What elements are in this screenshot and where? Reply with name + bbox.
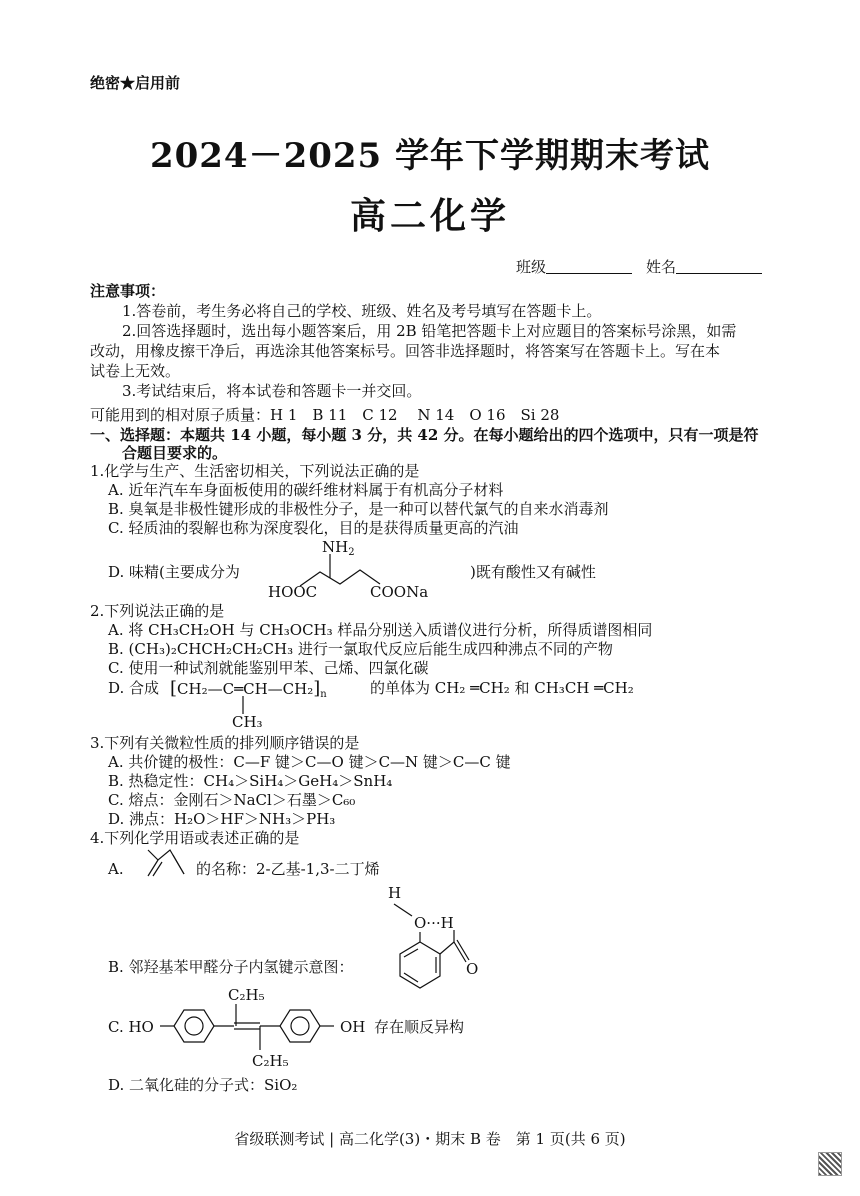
qr-code-icon bbox=[818, 1152, 842, 1176]
q3-option-a: A. 共价键的极性：C—F 键＞C—O 键＞C—N 键＞C—C 键 bbox=[108, 753, 511, 771]
q2-option-d-pre: D. 合成 bbox=[108, 679, 160, 697]
section-1-line2: 合题目要求的。 bbox=[122, 444, 228, 462]
q1-option-a: A. 近年汽车车身面板使用的碳纤维材料属于有机高分子材料 bbox=[108, 481, 504, 499]
q4-c-ethyl-bottom: C₂H₅ bbox=[252, 1052, 289, 1070]
q1-option-d-post: )既有酸性又有碱性 bbox=[470, 563, 596, 581]
q4-option-a-post: 的名称：2-乙基-1,3-二丁烯 bbox=[196, 860, 380, 878]
q3-stem: 3.下列有关微粒性质的排列顺序错误的是 bbox=[90, 734, 360, 752]
q1-option-c: C. 轻质油的裂解也称为深度裂化，目的是获得质量更高的汽油 bbox=[108, 519, 519, 537]
section-1-line1: 一、选择题：本题共 14 小题，每小题 3 分，共 42 分。在每小题给出的四个选项中，只有一项是符 bbox=[90, 426, 759, 444]
note-2b: 改动，用橡皮擦干净后，再选涂其他答案标号。回答非选择题时，将答案写在答题卡上。写在本 bbox=[90, 342, 721, 360]
q2-option-c: C. 使用一种试剂就能鉴别甲苯、己烯、四氯化碳 bbox=[108, 659, 429, 677]
q1-coona: COONa bbox=[370, 583, 429, 601]
atomic-mass: 可能用到的相对原子质量：H 1 B 11 C 12 N 14 O 16 Si 28 bbox=[90, 406, 560, 424]
q1-option-d-pre: D. 味精(主要成分为 bbox=[108, 563, 240, 581]
q4-b-oh: O···H bbox=[414, 914, 454, 932]
q2-option-d-post: 的单体为 CH₂ ═CH₂ 和 CH₃CH ═CH₂ bbox=[370, 679, 634, 697]
note-2c: 试卷上无效。 bbox=[90, 362, 181, 380]
q1-stem: 1.化学与生产、生活密切相关，下列说法正确的是 bbox=[90, 462, 420, 480]
q1-option-b: B. 臭氧是非极性键形成的非极性分子，是一种可以替代氯气的自来水消毒剂 bbox=[108, 500, 609, 518]
exam-title: 2024－2025 学年下学期期末考试 bbox=[149, 136, 711, 176]
q3-option-b: B. 热稳定性：CH₄＞SiH₄＞GeH₄＞SnH₄ bbox=[108, 772, 393, 790]
q4-a-skeletal-structure bbox=[140, 846, 190, 878]
q4-option-d: D. 二氧化硅的分子式：SiO₂ bbox=[108, 1076, 298, 1094]
q2-polymer: $[CH_2—C═CH—CH_2]_n$ bbox=[170, 678, 327, 700]
q2-option-a: A. 将 CH₃CH₂OH 与 CH₃OCH₃ 样品分别送入质谱仪进行分析，所得质谱图相同 bbox=[108, 621, 653, 639]
q4-c-ethyl-top: C₂H₅ bbox=[228, 986, 265, 1004]
diethylstilbestrol-structure bbox=[156, 1004, 338, 1054]
q1-hooc: HOOC bbox=[268, 583, 318, 601]
q3-option-d: D. 沸点：H₂O＞HF＞NH₃＞PH₃ bbox=[108, 810, 336, 828]
secret-label: 绝密★启用前 bbox=[90, 74, 181, 92]
salicylaldehyde-structure bbox=[380, 900, 480, 990]
note-1: 1.答卷前，考生务必将自己的学校、班级、姓名及考号填写在答题卡上。 bbox=[122, 302, 602, 320]
student-info bbox=[516, 256, 776, 277]
page-footer: 省级联测考试 | 高二化学(3)・期末 B 卷 第 1 页(共 6 页) bbox=[234, 1130, 626, 1148]
note-3: 3.考试结束后，将本试卷和答题卡一并交回。 bbox=[122, 382, 422, 400]
q2-ch3: CH₃ bbox=[232, 713, 263, 731]
name-label: 姓名 bbox=[646, 258, 677, 276]
q1-nh2: $NH_2$ bbox=[322, 538, 355, 558]
q4-option-c-pre: C. HO bbox=[108, 1018, 154, 1036]
class-blank bbox=[546, 259, 632, 274]
notes-heading: 注意事项： bbox=[90, 282, 166, 300]
q4-stem: 4.下列化学用语或表述正确的是 bbox=[90, 829, 300, 847]
exam-subject: 高二化学 bbox=[349, 195, 510, 237]
q4-option-a-pre: A. bbox=[108, 860, 124, 878]
q4-c-oh: OH bbox=[340, 1018, 366, 1036]
class-label: 班级 bbox=[516, 258, 547, 276]
q4-option-b: B. 邻羟基苯甲醛分子内氢键示意图： bbox=[108, 958, 354, 976]
q4-b-o: O bbox=[466, 960, 479, 978]
q2-stem: 2.下列说法正确的是 bbox=[90, 602, 225, 620]
q3-option-c: C. 熔点：金刚石＞NaCl＞石墨＞C₆₀ bbox=[108, 791, 356, 809]
q2-polymer-branch bbox=[238, 696, 248, 714]
q4-b-h: H bbox=[388, 884, 402, 902]
q2-option-b: B. (CH₃)₂CHCH₂CH₂CH₃ 进行一氯取代反应后能生成四种沸点不同的产物 bbox=[108, 640, 613, 658]
name-blank bbox=[676, 259, 762, 274]
q4-option-c-post: 存在顺反异构 bbox=[374, 1018, 465, 1036]
note-2a: 2.回答选择题时，选出每小题答案后，用 2B 铅笔把答题卡上对应题目的答案标号涂黑，如需 bbox=[122, 322, 737, 340]
